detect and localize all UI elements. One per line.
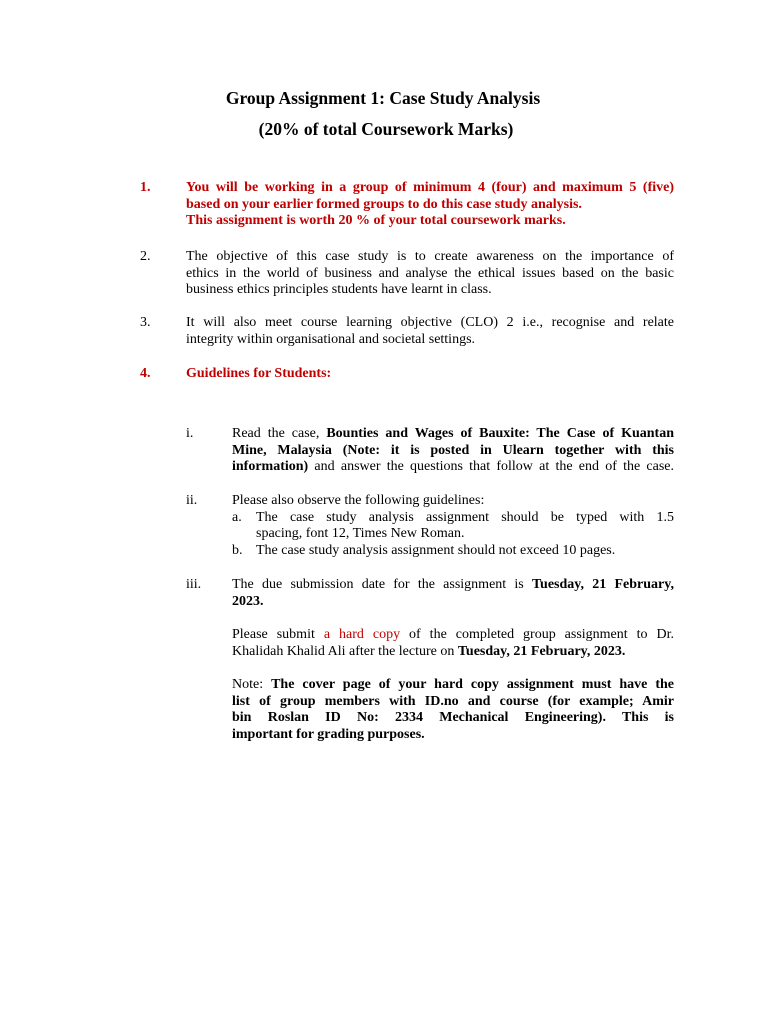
hard-copy-highlight: a hard copy [323, 627, 401, 642]
guideline-label-i: i. [186, 426, 194, 441]
item-text-3: It will also meet course learning objective (CLO) 2 i.e., recognise and relate integrity within organisational and societal settings. [186, 315, 674, 347]
guideline-ii-a: a. The case study analysis assignment should be typed with 1.5 spacing, font 12, Times New Roman. [232, 509, 674, 541]
submission-note: Please submit a hard copy of the completed group assignment to Dr. Khalidah Khalid Ali after the lecture on Tuesday, 21 February, 2023. [232, 627, 674, 659]
guideline-text-i: Read the case, Bounties and Wages of Bauxite: The Case of Kuantan Mine, Malaysia (Note: it is posted in Ulearn together with this information) and answer the questions that follow at the end of the case. [232, 426, 674, 474]
item-number-2: 2. [140, 249, 151, 264]
guideline-label-ii: ii. [186, 493, 198, 508]
item-text-1: You will be working in a group of minimum 4 (four) and maximum 5 (five) based on your earlier formed groups to do this case study analysis. This assignment is worth 20 % of your total coursework marks. [186, 180, 674, 228]
guideline-text-iii: The due submission date for the assignment is Tuesday, 21 February, 2023. [232, 577, 674, 609]
item-number-1: 1. [140, 180, 151, 195]
guideline-label-iii: iii. [186, 577, 202, 592]
item-number-3: 3. [140, 315, 151, 330]
guideline-text-ii: Please also observe the following guidelines: a. The case study analysis assignment should be typed with 1.5 spacing, font 12, Times New Roman. b. The case study analysis assignment should not exceed 10 pages. [232, 493, 674, 558]
item-text-2: The objective of this case study is to create awareness on the importance of ethics in the world of business and analyse the ethical issues based on the basic business ethics principles students have learnt in class. [186, 249, 674, 297]
page-subtitle: (20% of total Coursework Marks) [258, 119, 514, 139]
cover-page-note: Note: The cover page of your hard copy assignment must have the list of group members with ID.no and course (for example; Amir bin Roslan ID No: 2334 Mechanical Engineering). This is important for grading purposes. [232, 677, 674, 742]
guidelines-heading: Guidelines for Students: [186, 366, 332, 381]
page-title: Group Assignment 1: Case Study Analysis [225, 88, 541, 108]
item-number-4: 4. [140, 366, 151, 381]
guideline-ii-b: b. The case study analysis assignment should not exceed 10 pages. [232, 542, 616, 558]
